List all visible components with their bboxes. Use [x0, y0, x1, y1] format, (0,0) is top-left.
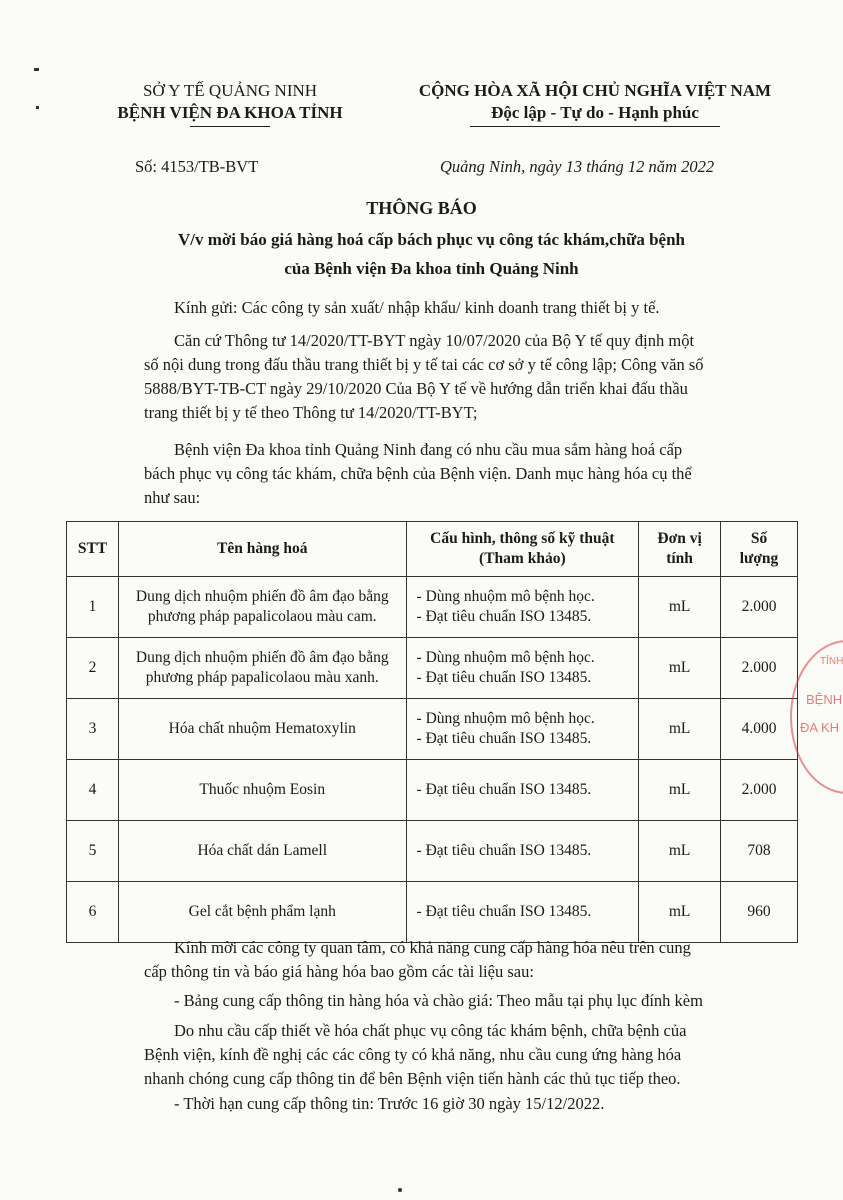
cell-unit: mL: [639, 577, 721, 638]
cell-spec-line: - Đạt tiêu chuẩn ISO 13485.: [416, 730, 592, 747]
cell-stt: 5: [67, 821, 119, 882]
cell-spec: [406, 577, 639, 638]
cell-stt: 1: [67, 577, 119, 638]
urgent-line: nhanh chóng cung cấp thông tin để bên Bệnh viện tiến hành các thủ tục tiếp theo.: [144, 1069, 681, 1088]
notice-title: THÔNG BÁO: [366, 198, 477, 218]
national-title: CỘNG HÒA XÃ HỘI CHỦ NGHĨA VIỆT NAM: [418, 81, 772, 100]
stamp-text: ĐA KH: [800, 720, 840, 735]
cell-spec-line: - Đạt tiêu chuẩn ISO 13485.: [416, 781, 592, 798]
cell-qty: 2.000: [721, 577, 798, 638]
place-and-date: Quảng Ninh, ngày 13 tháng 12 năm 2022: [440, 157, 715, 176]
col-header-qty-line: Số: [750, 530, 768, 547]
col-header-unit-line: tính: [666, 550, 693, 567]
cell-qty: 960: [721, 882, 798, 943]
notice-subject-line1: V/v mời báo giá hàng hoá cấp bách phục vụ công tác khám,chữa bệnh: [177, 230, 686, 249]
basis-paragraph: [144, 329, 772, 425]
cell-qty: 708: [721, 821, 798, 882]
cell-spec-line: - Đạt tiêu chuẩn ISO 13485.: [416, 669, 592, 686]
scan-mark: [398, 1188, 402, 1192]
cell-stt: 6: [67, 882, 119, 943]
urgent-line: Do nhu cầu cấp thiết về hóa chất phục vụ công tác khám bệnh, chữa bệnh của: [174, 1021, 687, 1040]
stamp-text: BỆNH: [806, 692, 843, 707]
col-header-name: Tên hàng hoá: [118, 522, 406, 577]
cell-name-line: Dung dịch nhuộm phiến đồ âm đạo bằng: [135, 588, 389, 605]
col-header-spec-line: (Tham khảo): [479, 550, 566, 567]
scan-mark: [34, 68, 39, 71]
cell-name-line: phương pháp papalicolaou màu cam.: [147, 608, 377, 625]
table-row: [67, 760, 798, 821]
cell-spec: [406, 882, 639, 943]
cell-spec-line: - Đạt tiêu chuẩn ISO 13485.: [416, 608, 592, 625]
basis-line: 5888/BYT-TB-CT ngày 29/10/2020 Của Bộ Y tế về hướng dẫn triển khai đấu thầu: [144, 379, 688, 398]
document-number: Số: 4153/TB-BVT: [135, 157, 259, 176]
cell-name: [118, 882, 406, 943]
cell-unit: mL: [639, 821, 721, 882]
cell-qty: 4.000: [721, 699, 798, 760]
col-header-unit-line: Đơn vị: [657, 530, 702, 547]
invite-line: Kính mời các công ty quan tâm, có khả năng cung cấp hàng hóa nêu trên cung: [174, 938, 691, 957]
scan-mark: [36, 106, 39, 109]
cell-name-line: phương pháp papalicolaou màu xanh.: [145, 669, 379, 686]
cell-unit: mL: [639, 638, 721, 699]
goods-table: [66, 521, 798, 943]
national-motto: Độc lập - Tự do - Hạnh phúc: [491, 103, 699, 122]
table-row: [67, 821, 798, 882]
deadline-line: - Thời hạn cung cấp thông tin: Trước 16 giờ 30 ngày 15/12/2022.: [174, 1094, 605, 1113]
cell-spec: [406, 821, 639, 882]
cell-name-line: Thuốc nhuộm Eosin: [199, 781, 326, 798]
table-row: [67, 577, 798, 638]
urgent-paragraph: [144, 1019, 772, 1091]
cell-spec-line: - Dùng nhuộm mô bệnh học.: [416, 649, 595, 666]
cell-stt: 2: [67, 638, 119, 699]
cell-spec: [406, 760, 639, 821]
basis-line: trang thiết bị y tế theo Thông tư 14/2020/TT-BYT;: [144, 403, 478, 422]
stamp-text: TỈNH: [820, 656, 843, 667]
col-header-qty: [721, 522, 798, 577]
col-header-spec-line: Cấu hình, thông số kỹ thuật: [430, 530, 615, 547]
invite-paragraph: [144, 936, 772, 984]
motto-underline: [470, 126, 720, 127]
table-row: [67, 882, 798, 943]
col-header-qty-line: lượng: [739, 550, 779, 567]
cell-stt: 4: [67, 760, 119, 821]
basis-line: số nội dung trong đấu thầu trang thiết bị y tế tai các cơ sở y tế công lập; Công văn số: [144, 355, 704, 374]
notice-subject-line2: của Bệnh viện Đa khoa tỉnh Quảng Ninh: [284, 259, 579, 278]
cell-spec-line: - Dùng nhuộm mô bệnh học.: [416, 588, 595, 605]
cell-name-line: Hóa chất nhuộm Hematoxylin: [168, 720, 356, 737]
agency-name: SỞ Y TẾ QUẢNG NINH: [142, 81, 318, 100]
cell-unit: mL: [639, 699, 721, 760]
cell-name: [118, 638, 406, 699]
cell-qty: 2.000: [721, 638, 798, 699]
cell-unit: mL: [639, 760, 721, 821]
cell-name-line: Gel cắt bệnh phẩm lạnh: [188, 903, 336, 920]
cell-spec: [406, 638, 639, 699]
need-line: bách phục vụ công tác khám, chữa bệnh của Bệnh viện. Danh mục hàng hóa cụ thể: [144, 464, 692, 483]
table-header-row: [67, 522, 798, 577]
urgent-line: Bệnh viện, kính đề nghị các các công ty có khả năng, nhu cầu cung ứng hàng hóa: [144, 1045, 682, 1064]
hospital-underline: [190, 126, 270, 127]
documents-item: - Bảng cung cấp thông tin hàng hóa và chào giá: Theo mẫu tại phụ lục đính kèm: [174, 991, 703, 1010]
cell-unit: mL: [639, 882, 721, 943]
table-row: [67, 699, 798, 760]
cell-name-line: Dung dịch nhuộm phiến đồ âm đạo bằng: [135, 649, 389, 666]
cell-stt: 3: [67, 699, 119, 760]
cell-name: [118, 699, 406, 760]
cell-spec: [406, 699, 639, 760]
hospital-name: BỆNH VIỆN ĐA KHOA TỈNH: [117, 103, 343, 122]
col-header-stt: STT: [67, 522, 119, 577]
cell-spec-line: - Đạt tiêu chuẩn ISO 13485.: [416, 842, 592, 859]
need-paragraph: [144, 438, 772, 510]
cell-spec-line: - Dùng nhuộm mô bệnh học.: [416, 710, 595, 727]
need-line: Bệnh viện Đa khoa tỉnh Quảng Ninh đang có nhu cầu mua sắm hàng hoá cấp: [174, 440, 683, 459]
col-header-spec: [406, 522, 639, 577]
cell-name: [118, 577, 406, 638]
cell-qty: 2.000: [721, 760, 798, 821]
cell-spec-line: - Đạt tiêu chuẩn ISO 13485.: [416, 903, 592, 920]
need-line: như sau:: [144, 488, 201, 507]
cell-name: [118, 821, 406, 882]
basis-line: Căn cứ Thông tư 14/2020/TT-BYT ngày 10/07/2020 của Bộ Y tế quy định một: [174, 331, 695, 350]
recipient-line: Kính gửi: Các công ty sản xuất/ nhập khẩu/ kinh doanh trang thiết bị y tế.: [174, 298, 660, 317]
cell-name-line: Hóa chất dán Lamell: [197, 842, 328, 859]
col-header-unit: [639, 522, 721, 577]
invite-line: cấp thông tin và báo giá hàng hóa bao gồm các tài liệu sau:: [144, 962, 534, 981]
table-row: [67, 638, 798, 699]
cell-name: [118, 760, 406, 821]
